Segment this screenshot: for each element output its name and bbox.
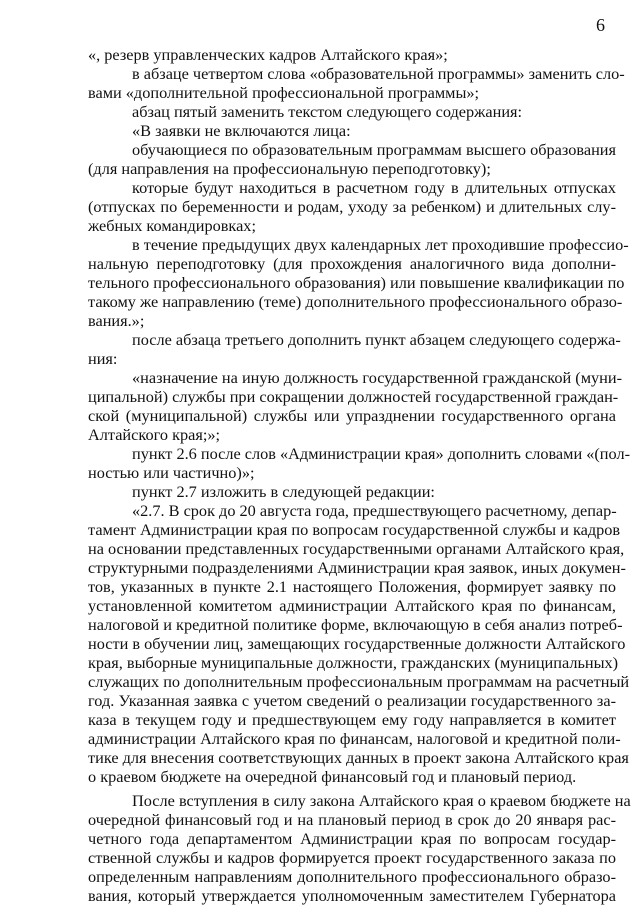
text-line: год. Указанная заявка с учетом сведений о реализации государственного за- — [88, 691, 616, 710]
text-line: структурными подразделениями Администрации края заявок, иных докумен- — [88, 558, 626, 577]
text-line: После вступления в силу закона Алтайского края о краевом бюджете на — [132, 791, 631, 810]
text-line: ностью или частично)»; — [88, 463, 255, 482]
text-line: ности в обучении лиц, замещающих государственные должности Алтайского — [88, 634, 626, 653]
text-line: «назначение на иную должность государственной гражданской (муни- — [132, 368, 622, 387]
text-line: ципальной) службы при сокращении должностей государственной граждан- — [88, 387, 619, 406]
text-line: в абзаце четвертом слова «образовательной программы» заменить сло- — [132, 64, 625, 83]
text-line: края, выборные муниципальные должности, гражданских (муниципальных) — [88, 653, 619, 672]
text-line: установленной комитетом администрации Алтайского края по финансам, — [88, 596, 616, 615]
text-line: вания.»; — [88, 311, 145, 330]
text-line: которые будут находиться в расчетном году в длительных отпусках — [132, 178, 616, 197]
text-line: на основании представленных государственными органами Алтайского края, — [88, 539, 625, 558]
text-line: вами «дополнительной профессиональной программы»; — [88, 83, 480, 102]
text-line: администрации Алтайского края по финансам, налоговой и кредитной поли- — [88, 729, 621, 748]
text-line: абзац пятый заменить текстом следующего содержания: — [132, 102, 523, 121]
text-line: четного года департаментом Администрации края по вопросам государ- — [88, 829, 616, 848]
text-line: Алтайского края;»; — [88, 425, 221, 444]
text-line: после абзаца третьего дополнить пункт абзацем следующего содержа- — [132, 330, 621, 349]
text-line: ской (муниципальной) службы или упразднении государственного органа — [88, 406, 616, 425]
text-line: тов, указанных в пункте 2.1 настоящего Положения, формирует заявку по — [88, 577, 616, 596]
text-line: налоговой и кредитной политике форме, включающую в себя анализ потреб- — [88, 615, 623, 634]
text-line: пункт 2.6 после слов «Администрации края» дополнить словами «(пол- — [132, 444, 630, 463]
text-line: тельного профессионального образования) или повышение квалификации по — [88, 273, 625, 292]
text-line: «2.7. В срок до 20 августа года, предшествующего расчетному, депар- — [132, 501, 617, 520]
text-line: «, резерв управленческих кадров Алтайского края»; — [88, 45, 448, 64]
text-line: жебных командировках; — [88, 216, 256, 235]
text-line: пункт 2.7 изложить в следующей редакции: — [132, 482, 435, 501]
text-line: такому же направлению (теме) дополнительного профессионального образо- — [88, 292, 623, 311]
text-line: определенным направлениям дополнительного профессионального образо- — [88, 867, 616, 886]
text-line: каза в текущем году и предшествующем ему году направляется в комитет — [88, 710, 616, 729]
text-line: ственной службы и кадров формируется проект государственного заказа по — [88, 848, 616, 867]
text-line: нальную переподготовку (для прохождения аналогичного вида дополни- — [88, 254, 616, 273]
text-line: вания, который утверждается уполномоченным заместителем Губернатора — [88, 886, 616, 905]
text-line: обучающиеся по образовательным программам высшего образования — [132, 140, 616, 159]
text-line: (для направления на профессиональную переподготовку); — [88, 159, 491, 178]
text-line: в течение предыдущих двух календарных лет проходившие профессио- — [132, 235, 629, 254]
text-line: очередной финансовый год и на плановый период в срок до 20 января рас- — [88, 810, 616, 829]
text-line: о краевом бюджете на очередной финансовый год и плановый период. — [88, 767, 577, 786]
page-number: 6 — [596, 15, 605, 35]
text-line: (отпусках по беременности и родам, уходу за ребенком) и длительных слу- — [88, 197, 616, 216]
text-line: тамент Администрации края по вопросам государственной службы и кадров — [88, 520, 621, 539]
text-line: «В заявки не включаются лица: — [132, 121, 351, 140]
text-line: ния: — [88, 349, 118, 368]
text-line: служащих по дополнительным профессиональным программам на расчетный — [88, 672, 630, 691]
text-line: тике для внесения соответствующих данных в проект закона Алтайского края — [88, 748, 629, 767]
